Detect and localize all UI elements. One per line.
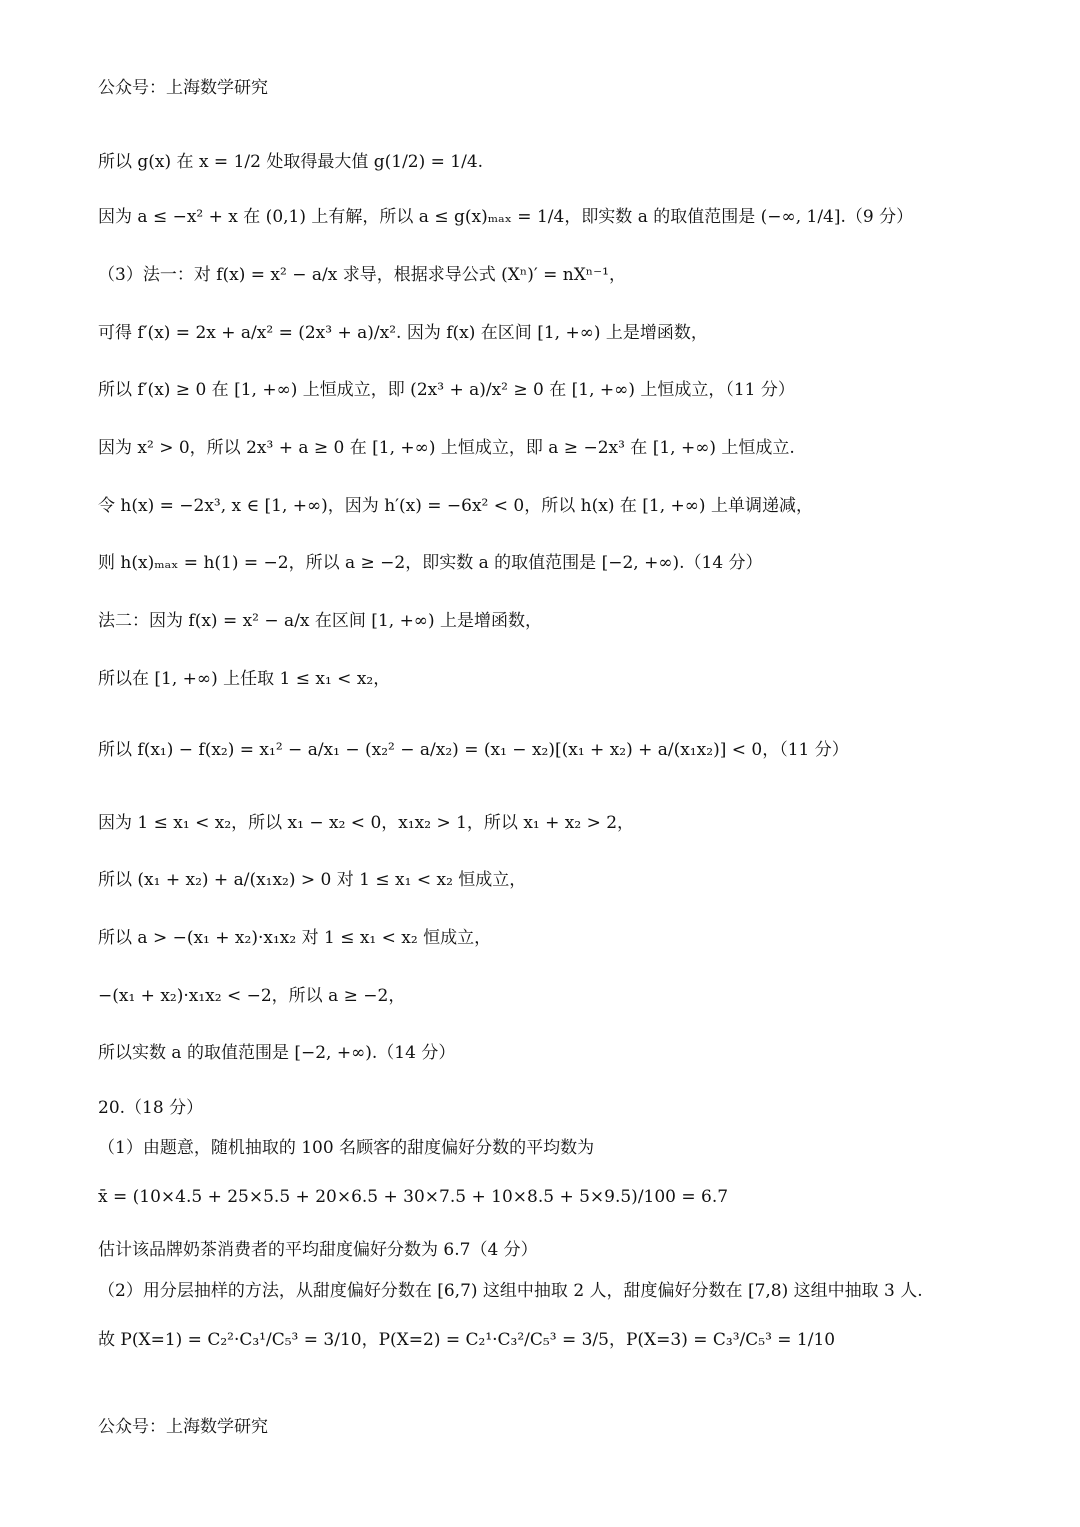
text-line-4: 可得 f′(x) = 2x + a/x² = (2x³ + a)/x². 因为 f(x) 在区间 [1, +∞) 上是增函数， [98, 323, 708, 343]
text-line-17: （1）由题意，随机抽取的 100 名顾客的甜度偏好分数的平均数为 [98, 1138, 595, 1158]
page-footer: 公众号：上海数学研究 [98, 1417, 268, 1437]
text-line-12: 因为 1 ≤ x₁ < x₂，所以 x₁ − x₂ < 0，x₁x₂ > 1，所以 x₁ + x₂ > 2， [98, 813, 635, 833]
text-line-1: 所以 g(x) 在 x = 1/2 处取得最大值 g(1/2) = 1/4. [98, 152, 484, 172]
text-line-2: 因为 a ≤ −x² + x 在 (0,1) 上有解，所以 a ≤ g(x)ₘₐₓ = 1/4，即实数 a 的取值范围是 (−∞, 1/4].（9 分） [98, 207, 914, 227]
section-heading-20: 20.（18 分） [98, 1098, 204, 1118]
text-line-3: （3）法一：对 f(x) = x² − a/x 求导，根据求导公式 (Xⁿ)′ = nXⁿ⁻¹， [98, 265, 626, 285]
text-line-11: 所以 f(x₁) − f(x₂) = x₁² − a/x₁ − (x₂² − a/x₂) = (x₁ − x₂)[(x₁ + x₂) + a/(x₁x₂)] < 0，（11 分） [98, 740, 849, 760]
text-line-16: 所以实数 a 的取值范围是 [−2, +∞).（14 分） [98, 1043, 456, 1063]
text-line-13: 所以 (x₁ + x₂) + a/(x₁x₂) > 0 对 1 ≤ x₁ < x₂ 恒成立， [98, 870, 527, 890]
mean-formula: x̄ = (10×4.5 + 25×5.5 + 20×6.5 + 30×7.5 + 10×8.5 + 5×9.5)/100 = 6.7 [98, 1187, 729, 1207]
text-line-14: 所以 a > −(x₁ + x₂)·x₁x₂ 对 1 ≤ x₁ < x₂ 恒成立， [98, 928, 492, 948]
text-line-7: 令 h(x) = −2x³, x ∈ [1, +∞)，因为 h′(x) = −6x² < 0，所以 h(x) 在 [1, +∞) 上单调递减， [98, 496, 813, 516]
text-line-8: 则 h(x)ₘₐₓ = h(1) = −2，所以 a ≥ −2，即实数 a 的取值范围是 [−2, +∞).（14 分） [98, 553, 763, 573]
text-line-15: −(x₁ + x₂)·x₁x₂ < −2，所以 a ≥ −2， [98, 986, 406, 1006]
text-line-6: 因为 x² > 0，所以 2x³ + a ≥ 0 在 [1, +∞) 上恒成立，即 a ≥ −2x³ 在 [1, +∞) 上恒成立. [98, 438, 795, 458]
page-header: 公众号：上海数学研究 [98, 78, 268, 98]
probability-formulas: 故 P(X=1) = C₂²·C₃¹/C₅³ = 3/10，P(X=2) = C₂¹·C₃²/C₅³ = 3/5，P(X=3) = C₃³/C₅³ = 1/10 [98, 1330, 836, 1350]
text-line-19: （2）用分层抽样的方法，从甜度偏好分数在 [6,7) 这组中抽取 2 人，甜度偏好分数在 [7,8) 这组中抽取 3 人. [98, 1281, 923, 1301]
text-line-10: 所以在 [1, +∞) 上任取 1 ≤ x₁ < x₂， [98, 669, 391, 689]
text-line-5: 所以 f′(x) ≥ 0 在 [1, +∞) 上恒成立，即 (2x³ + a)/x² ≥ 0 在 [1, +∞) 上恒成立，（11 分） [98, 380, 795, 400]
text-line-18: 估计该品牌奶茶消费者的平均甜度偏好分数为 6.7（4 分） [98, 1240, 538, 1260]
text-line-9: 法二：因为 f(x) = x² − a/x 在区间 [1, +∞) 上是增函数， [98, 611, 543, 631]
